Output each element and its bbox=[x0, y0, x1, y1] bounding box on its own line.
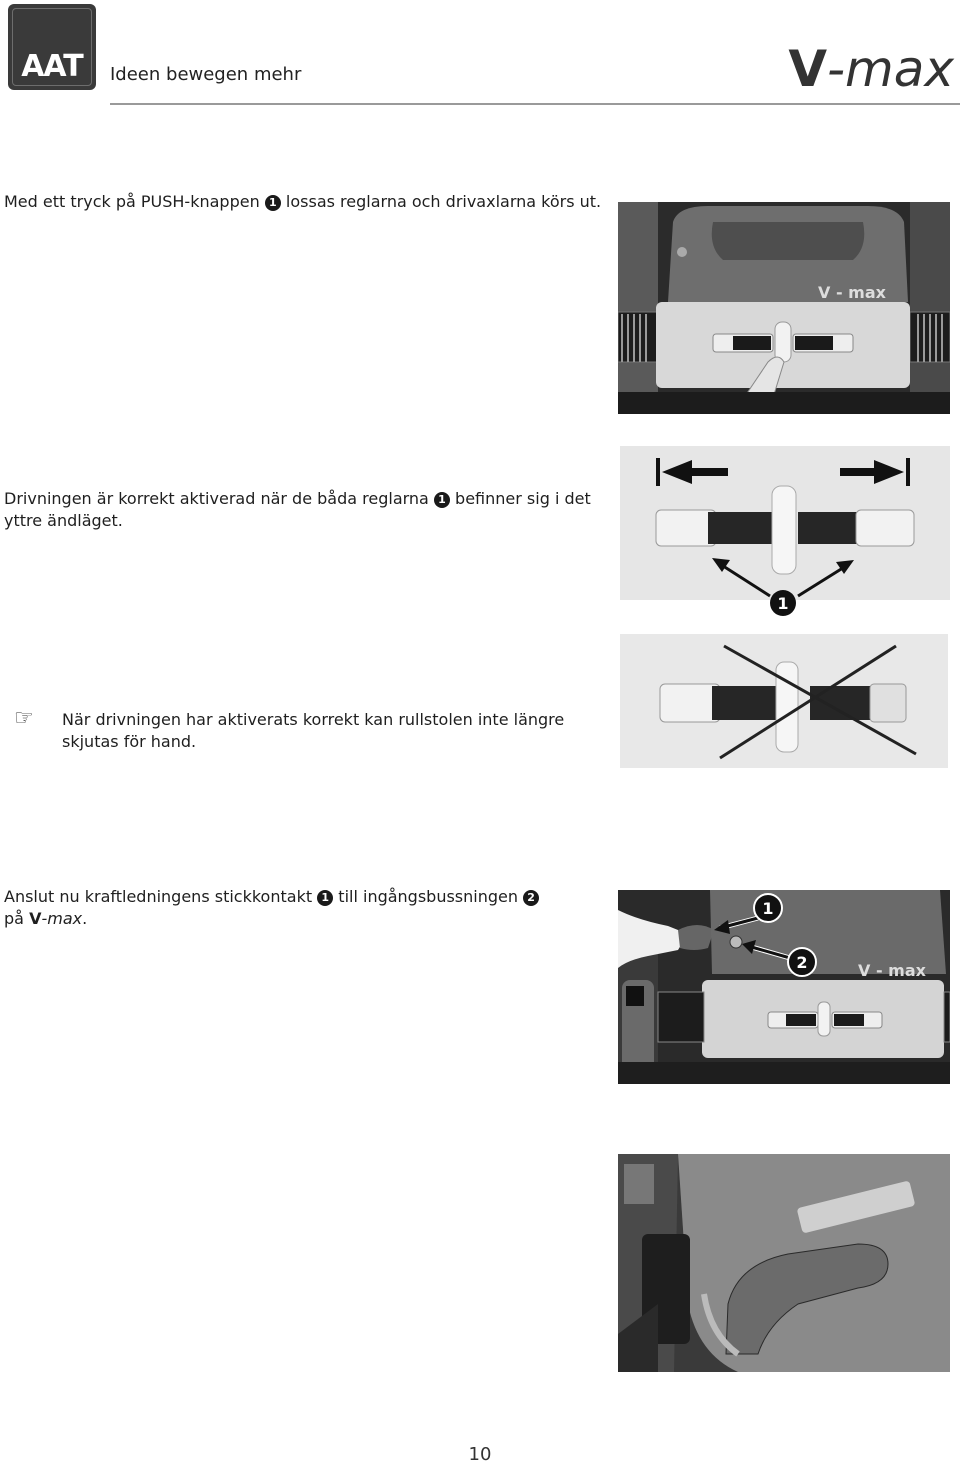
callout-1-plug: 1 bbox=[762, 899, 774, 918]
push-text-before: Med ett tryck på PUSH-knappen bbox=[4, 192, 260, 211]
callout-1: 1 bbox=[777, 594, 789, 613]
product-v: V bbox=[29, 909, 42, 928]
active-text-after: befinner sig i det yttre ändläget. bbox=[4, 489, 591, 530]
brand-logo bbox=[788, 40, 954, 98]
marker-1: 1 bbox=[317, 890, 333, 906]
photo-push-button bbox=[618, 202, 950, 414]
connect-text-middle: till ingångsbussningen bbox=[338, 887, 519, 906]
unit-label: V - max bbox=[818, 283, 886, 302]
photo-plug-inserted bbox=[618, 1154, 950, 1372]
marker-2: 2 bbox=[523, 890, 539, 906]
push-text-after: lossas reglarna och drivaxlarna körs ut. bbox=[285, 192, 602, 211]
pointing-hand-icon: ☞ bbox=[14, 706, 34, 731]
tagline: Ideen bewegen mehr bbox=[110, 64, 302, 85]
active-text-before: Drivningen är korrekt aktiverad när de båda reglarna bbox=[4, 489, 429, 508]
marker-1: 1 bbox=[265, 195, 281, 211]
photo-latches-incorrect bbox=[620, 634, 948, 768]
push-instruction bbox=[4, 191, 604, 213]
note-text: När drivningen har aktiverats korrekt kan rullstolen inte längre skjutas för hand. bbox=[62, 710, 565, 751]
photo-latches-correct bbox=[620, 446, 950, 636]
logo-text: AAT bbox=[21, 49, 83, 84]
header-divider bbox=[110, 103, 960, 105]
page-number: 10 bbox=[468, 1444, 492, 1465]
brand-v: V bbox=[788, 40, 828, 98]
marker-1: 1 bbox=[434, 492, 450, 508]
active-instruction bbox=[4, 488, 604, 532]
callout-2-socket: 2 bbox=[796, 953, 808, 972]
unit-label-2: V - max bbox=[858, 961, 926, 980]
connect-end: . bbox=[82, 909, 88, 928]
connect-instruction bbox=[4, 886, 614, 930]
brand-suffix: -max bbox=[827, 40, 954, 98]
photo-plug-connection bbox=[618, 890, 950, 1084]
connect-text-before: Anslut nu kraftledningens stickkontakt bbox=[4, 887, 313, 906]
aat-logo bbox=[8, 4, 96, 90]
product-suffix: -max bbox=[41, 909, 83, 928]
connect-text-after: på bbox=[4, 909, 24, 928]
